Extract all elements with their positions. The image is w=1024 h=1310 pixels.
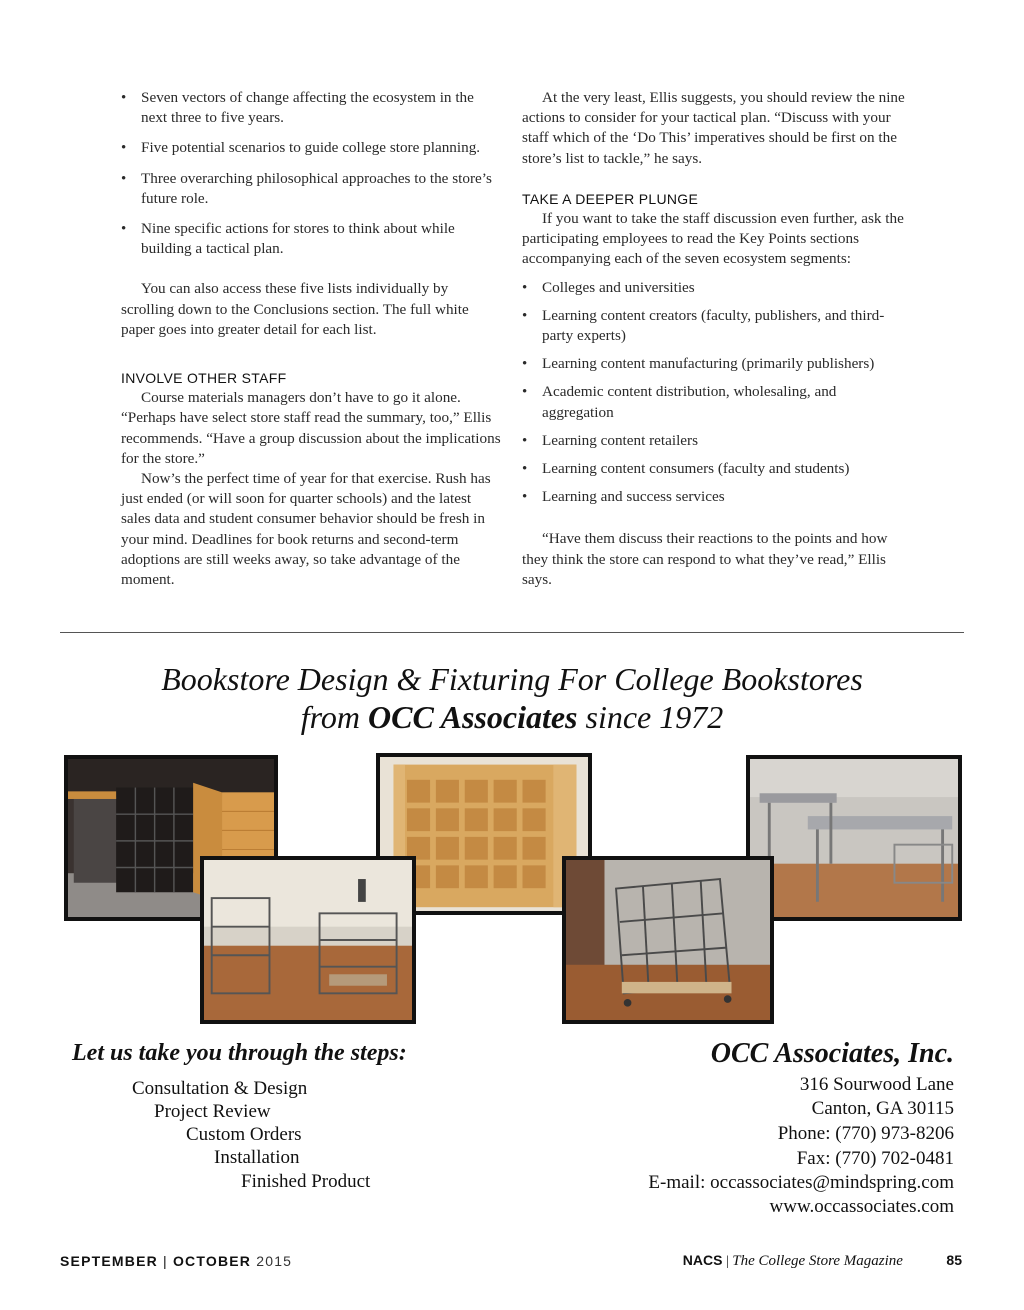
photo-wire-rack-room <box>200 856 416 1024</box>
list-item: • Learning content manufacturing (primarily publishers) <box>522 354 906 374</box>
list-item: • Learning content consumers (faculty and students) <box>522 459 906 479</box>
photo-wire-rack-graphic <box>204 860 412 1020</box>
step-item: Project Review <box>154 1101 271 1122</box>
left-column <box>121 88 501 590</box>
step-item: Installation <box>214 1147 300 1168</box>
ad-brand-name: OCC Associates <box>368 699 578 735</box>
company-fax: Fax: (770) 702-0481 <box>796 1148 954 1169</box>
company-address: 316 Sourwood Lane <box>799 1074 954 1095</box>
footer-issue-date <box>60 1253 292 1269</box>
footer-month2: OCTOBER <box>172 1253 252 1269</box>
list-item: • Learning content retailers <box>522 431 906 451</box>
list-item: • Colleges and universities <box>522 278 906 298</box>
footer-year: 2015 <box>256 1253 293 1269</box>
body-paragraph: If you want to take the staff discussion even further, ask the participating employees to read the Key Points sections accompanying each of the seven ecosystem segments: <box>522 210 904 268</box>
step-item: Consultation & Design <box>132 1078 308 1099</box>
footer-month1: SEPTEMBER <box>60 1253 158 1269</box>
company-phone: Phone: (770) 973-8206 <box>777 1123 954 1144</box>
footer-publication <box>683 1252 962 1270</box>
list-item: • Academic content distribution, wholesaling, and aggregation <box>522 382 906 422</box>
body-paragraph: At the very least, Ellis suggests, you should review the nine actions to consider for your tactical plan. “Discuss with your staff which of the ‘Do This’ imperatives should be first on the store’s list to tackle,” he says. <box>522 89 905 167</box>
company-email: E-mail: occassociates@mindspring.com <box>648 1172 954 1193</box>
section-heading: INVOLVE OTHER STAFF <box>121 370 287 387</box>
body-paragraph: Course materials managers don’t have to go it alone. “Perhaps have select store staff read the summary, too,” Ellis recommends. “Have a group discussion about the implications for the store.” <box>121 389 501 467</box>
summary-bullet-list <box>121 88 501 259</box>
company-name: OCC Associates, Inc. <box>710 1038 954 1069</box>
page-number: 85 <box>946 1252 962 1268</box>
company-website: www.occassociates.com <box>769 1196 954 1217</box>
ad-subheadline <box>60 698 964 736</box>
body-paragraph: “Have them discuss their reactions to the points and how they think the store can respond to what they’ve read,” Ellis says. <box>522 530 888 588</box>
list-item: • Nine specific actions for stores to think about while building a tactical plan. <box>121 219 501 259</box>
list-item: • Seven vectors of change affecting the ecosystem in the next three to five years. <box>121 88 501 128</box>
photo-tables-graphic <box>750 759 958 917</box>
section-heading: TAKE A DEEPER PLUNGE <box>522 190 699 207</box>
list-item: • Learning content creators (faculty, publishers, and third-party experts) <box>522 306 906 346</box>
ecosystem-bullet-list <box>522 278 906 508</box>
list-item: • Learning and success services <box>522 487 906 507</box>
advertisement <box>60 640 964 1230</box>
photo-book-cart <box>562 856 774 1024</box>
body-paragraph: Now’s the perfect time of year for that exercise. Rush has just ended (or will soon for quarter schools) and the latest sales data and student consumer behavior should be fresh in your mind. Deadlines for book returns and second-term adoptions are still weeks away, so take advantage of the moment. <box>121 470 491 589</box>
footer-pub-separator: | <box>725 1254 729 1269</box>
section-divider <box>60 632 964 633</box>
step-item: Custom Orders <box>186 1124 302 1145</box>
list-item: • Five potential scenarios to guide college store planning. <box>121 138 501 158</box>
right-column <box>522 88 906 590</box>
footer-magazine-title: The College Store Magazine <box>732 1253 903 1269</box>
photo-cart-graphic <box>566 860 770 1020</box>
list-item: • Three overarching philosophical approaches to the store’s future role. <box>121 169 501 209</box>
footer-org: NACS <box>682 1252 723 1268</box>
steps-title: Let us take you through the steps: <box>72 1040 407 1066</box>
photo-metal-tables <box>746 755 962 921</box>
step-item: Finished Product <box>241 1171 371 1192</box>
company-city: Canton, GA 30115 <box>811 1098 954 1119</box>
ad-subheadline-post: since 1972 <box>577 699 724 735</box>
ad-subheadline-pre: from <box>300 699 368 735</box>
body-paragraph: You can also access these five lists individually by scrolling down to the Conclusions section. The full white paper goes into greater detail for each list. <box>121 280 469 338</box>
ad-headline: Bookstore Design & Fixturing For College Bookstores <box>161 661 863 697</box>
footer-separator: | <box>163 1253 168 1269</box>
